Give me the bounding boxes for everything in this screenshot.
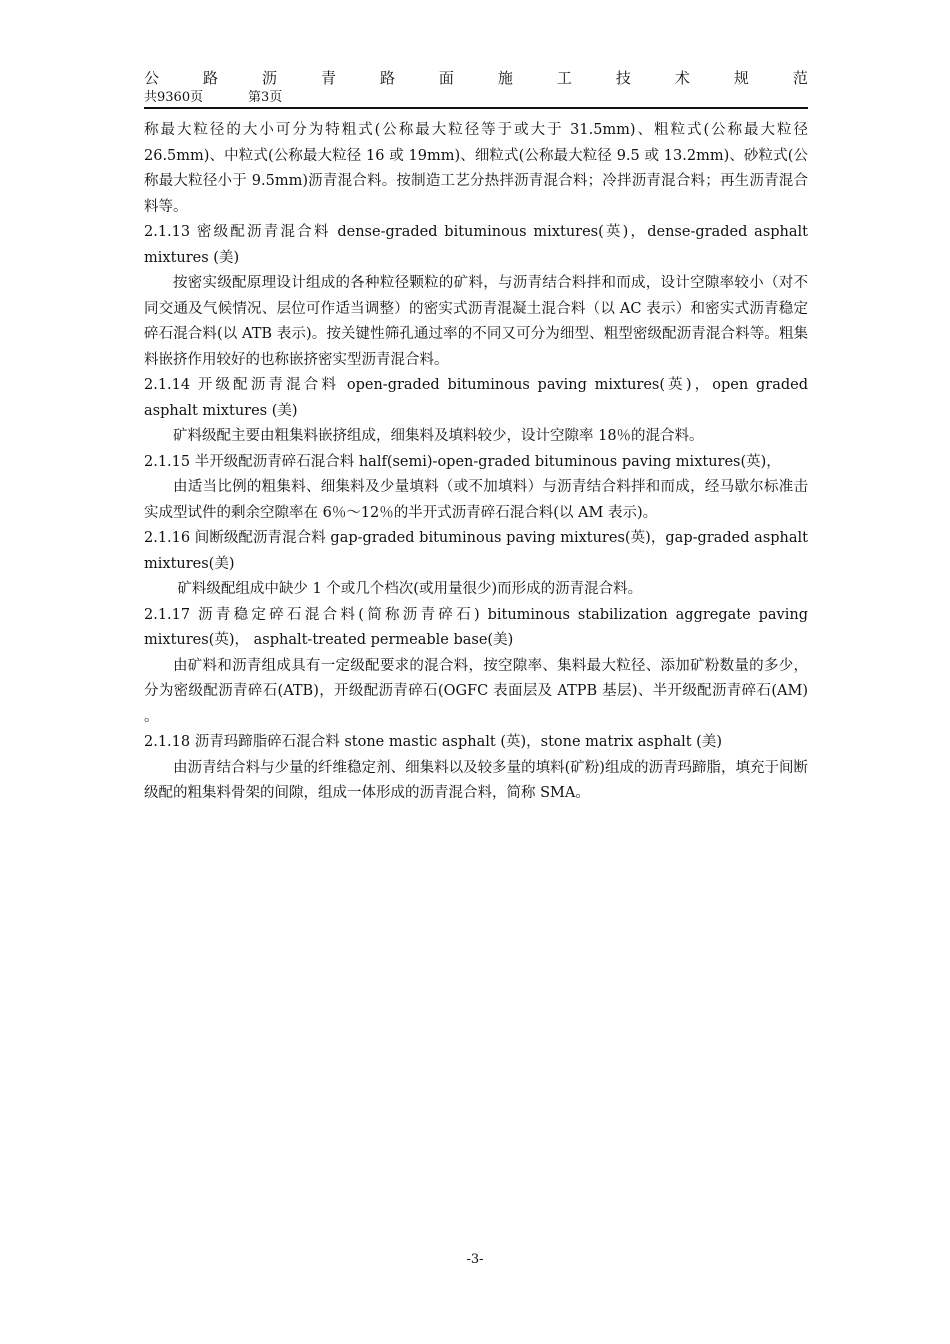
header-title-char: 公 <box>144 69 160 87</box>
page-number: -3- <box>466 1252 484 1267</box>
section-heading: 2.1.16 间断级配沥青混合料 gap-graded bituminous paving mixtures(英)，gap-graded asphalt mixtures(美) <box>144 530 808 572</box>
paragraph: 矿料级配主要由粗集料嵌挤组成，细集料及填料较少，设计空隙率 18％的混合料。 <box>173 428 704 444</box>
paragraph: 由沥青结合料与少量的纤维稳定剂、细集料以及较多量的填料(矿粉)组成的沥青玛蹄脂，填充于间断级配的粗集料骨架的间隙，组成一体形成的沥青混合料，简称 SMA。 <box>144 759 808 801</box>
header-meta <box>144 90 282 106</box>
header-title-char: 青 <box>320 69 336 87</box>
header-title-char: 范 <box>792 69 808 87</box>
header-divider <box>144 107 808 109</box>
paragraph: 矿料级配组成中缺少 1 个或几个档次(或用量很少)而形成的沥青混合料。 <box>177 581 643 597</box>
paragraph: 按密实级配原理设计组成的各种粒径颗粒的矿料，与沥青结合料拌和而成，设计空隙率较小（对不同交通及气候情况、层位可作适当调整）的密实式沥青混凝土混合料（以 AC 表示）和密实式沥青稳定碎石混合料(以 ATB 表示)。按关键性筛孔通过率的不同又可分为细型、粗型密级配沥青混合料等。粗集料嵌挤作用较好的也称嵌挤密实型沥青混合料。 <box>144 275 808 368</box>
section-heading: 2.1.14 开级配沥青混合料 open-graded bituminous paving mixtures(英)，open graded asphalt mixtures (美) <box>144 377 808 419</box>
header-title-char: 施 <box>497 69 513 87</box>
header-title-char: 工 <box>556 69 572 87</box>
page-count: 共9360页 <box>144 90 204 105</box>
document-body <box>144 118 808 807</box>
header-title-char: 技 <box>615 69 631 87</box>
section-heading: 2.1.18 沥青玛蹄脂碎石混合料 stone mastic asphalt (英)，stone matrix asphalt (美) <box>144 734 722 750</box>
header-title-char: 规 <box>733 69 749 87</box>
header-title-char: 沥 <box>261 69 277 87</box>
paragraph: 由矿料和沥青组成具有一定级配要求的混合料，按空隙率、集料最大粒径、添加矿粉数量的多少，分为密级配沥青碎石(ATB)，开级配沥青碎石(OGFC 表面层及 ATPB 基层)、半开级配沥青碎石(AM) 。 <box>144 657 808 725</box>
header-title <box>144 68 808 88</box>
section-heading: 2.1.15 半开级配沥青碎石混合料 half(semi)-open-graded bituminous paving mixtures(英)， <box>144 453 781 470</box>
header-title-char: 术 <box>674 69 690 87</box>
paragraph: 称最大粒径的大小可分为特粗式(公称最大粒径等于或大于 31.5mm)、粗粒式(公称最大粒径 26.5mm)、中粒式(公称最大粒径 16 或 19mm)、细粒式(公称最大粒径 9.5 或 13.2mm)、砂粒式(公称最大粒径小于 9.5mm)沥青混合料。按制造工艺分热拌沥青混合料；冷拌沥青混合料；再生沥青混合料等。 <box>144 122 808 215</box>
header-title-char: 路 <box>202 69 218 87</box>
page-label: 第3页 <box>248 90 283 105</box>
section-heading: 2.1.13 密级配沥青混合料 dense-graded bituminous mixtures(英)，dense-graded asphalt mixtures (美) <box>144 224 808 266</box>
header-title-char: 路 <box>379 69 395 87</box>
header-title-char: 面 <box>438 69 454 87</box>
section-heading: 2.1.17 沥青稳定碎石混合料(简称沥青碎石) bituminous stabilization aggregate paving mixtures(英)， asphalt-treated permeable base(美) <box>144 606 808 648</box>
paragraph: 由适当比例的粗集料、细集料及少量填料（或不加填料）与沥青结合料拌和而成，经马歇尔标准击实成型试件的剩余空隙率在 6％～12％的半开式沥青碎石混合料(以 AM 表示)。 <box>144 479 808 521</box>
